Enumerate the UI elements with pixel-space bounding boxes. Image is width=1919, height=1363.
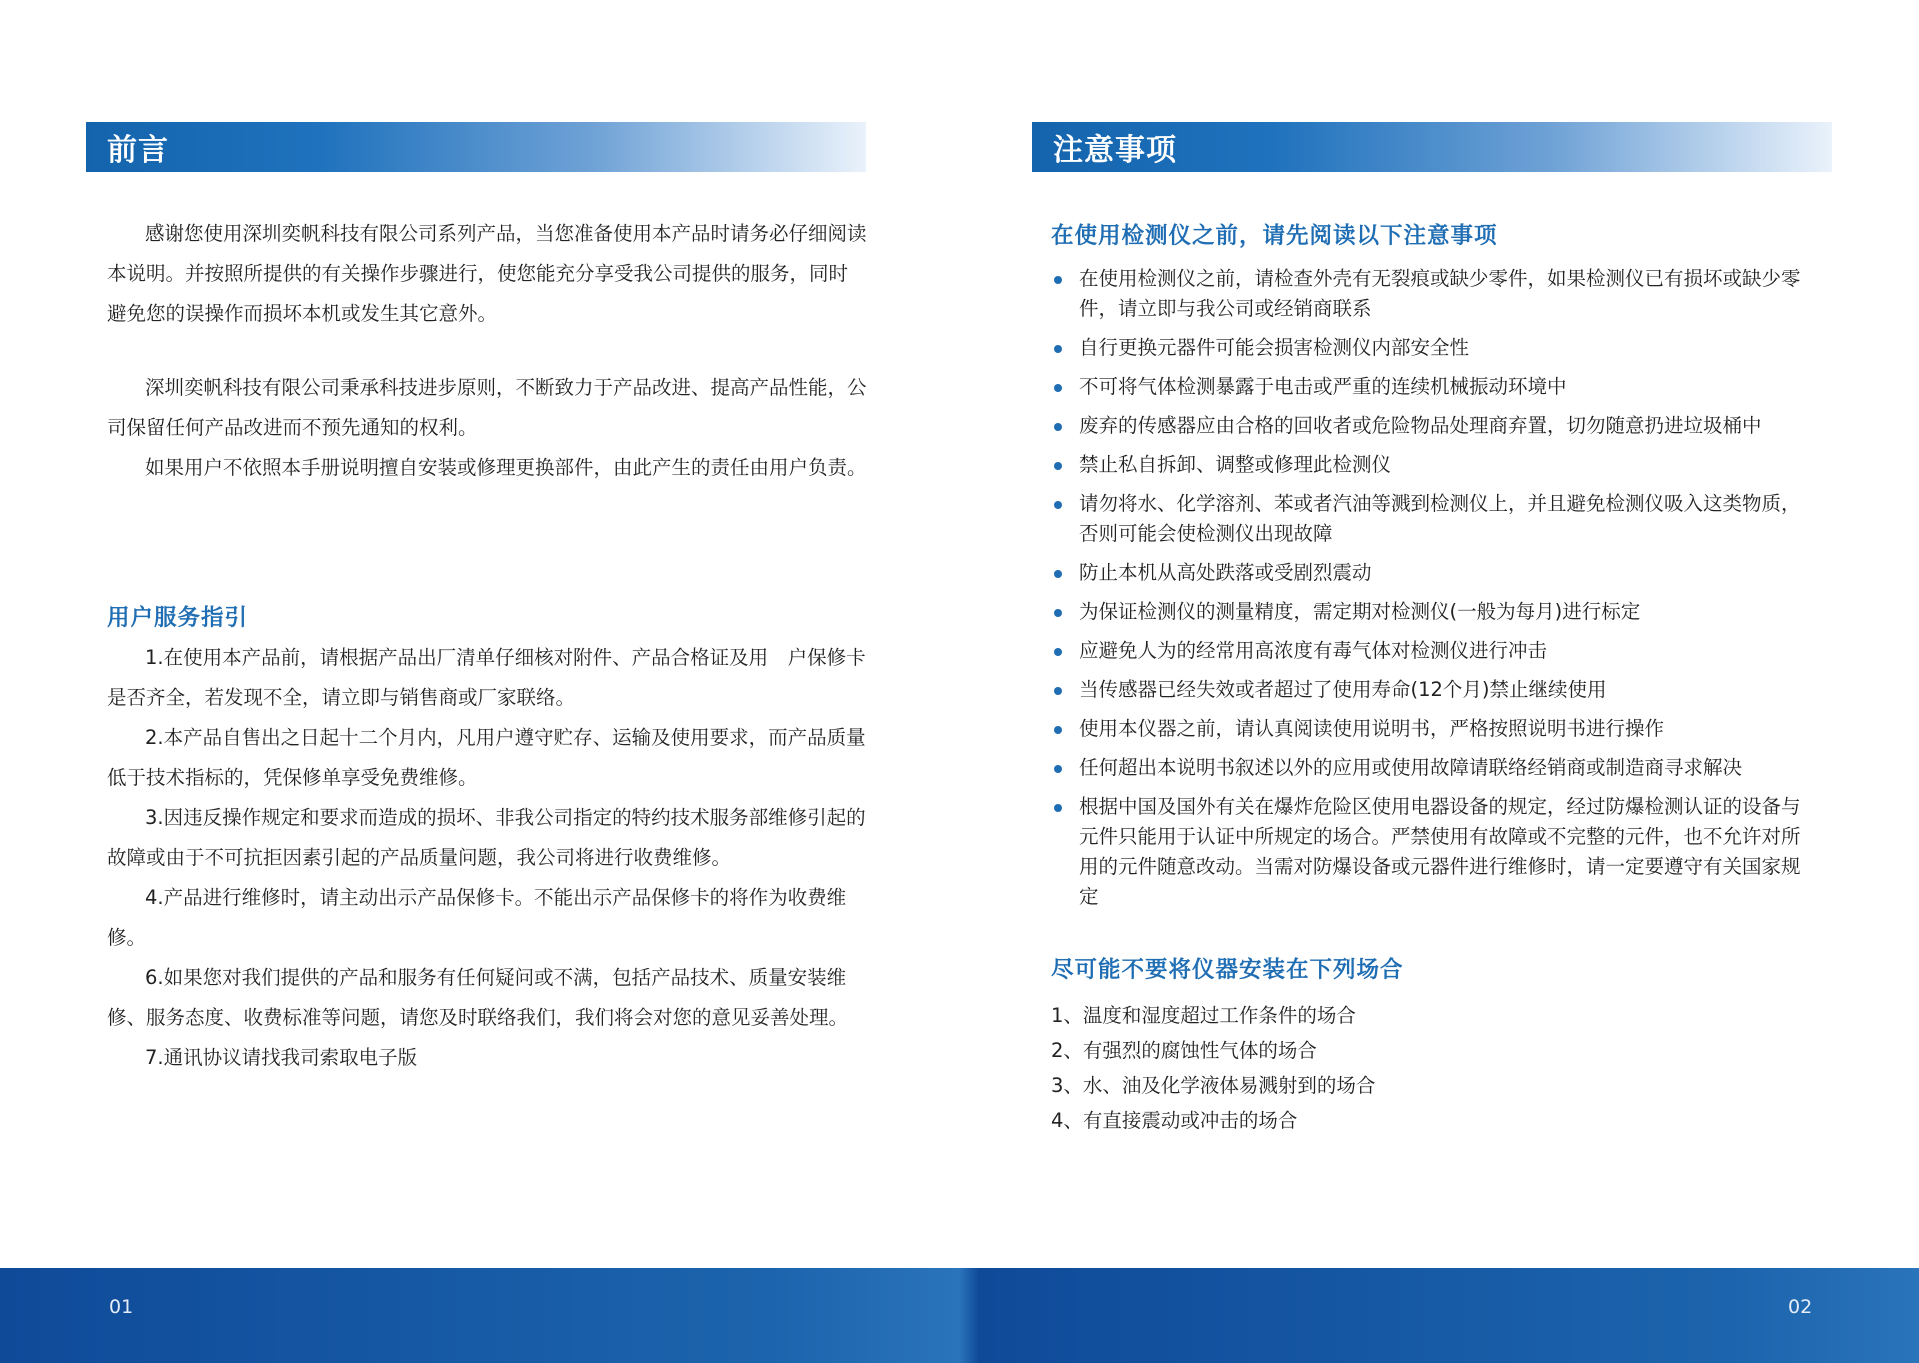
service-item: 7.通讯协议请找我司索取电子版: [145, 1046, 418, 1069]
notice-item: [1051, 489, 1811, 549]
notice-text: 任何超出本说明书叙述以外的应用或使用故障请联络经销商或制造商寻求解决: [1079, 756, 1743, 779]
right-page: [960, 0, 1919, 1363]
bullet-dot-icon: [1054, 570, 1062, 578]
notice-text: 自行更换元器件可能会损害检测仪内部安全性: [1079, 336, 1470, 359]
notice-text: 防止本机从高处跌落或受剧烈震动: [1079, 561, 1372, 584]
notices-title-bar: [1032, 122, 1832, 172]
notice-text: 请勿将水、化学溶剂、苯或者汽油等溅到检测仪上，并且避免检测仪吸入这类物质，否则可能会使检测仪出现故障: [1079, 492, 1801, 545]
place-item: 3、水、油及化学液体易溅射到的场合: [1051, 1074, 1376, 1097]
bullet-dot-icon: [1054, 726, 1062, 734]
notice-item: [1051, 558, 1811, 588]
preface-content: [107, 214, 867, 488]
notice-item: [1051, 753, 1811, 783]
notice-item: [1051, 264, 1811, 324]
service-item: 1.在使用本产品前，请根据产品出厂清单仔细核对附件、产品合格证及用 户保修卡是否齐全，若发现不全，请立即与销售商或厂家联络。: [107, 646, 866, 709]
notice-item: [1051, 675, 1811, 705]
bullet-dot-icon: [1054, 276, 1062, 284]
notice-item: [1051, 714, 1811, 744]
preface-paragraph: 如果用户不依照本手册说明擅自安装或修理更换部件，由此产生的责任由用户负责。: [145, 456, 867, 479]
preface-title-bar: [86, 122, 866, 172]
bullet-dot-icon: [1054, 687, 1062, 695]
notice-item: [1051, 792, 1811, 912]
notice-text: 根据中国及国外有关在爆炸危险区使用电器设备的规定，经过防爆检测认证的设备与元件只能用于认证中所规定的场合。严禁使用有故障或不完整的元件，也不允许对所用的元件随意改动。当需对防爆设备或元器件进行维修时，请一定要遵守有关国家规定: [1079, 795, 1801, 908]
notice-text: 当传感器已经失效或者超过了使用寿命(12个月)禁止继续使用: [1079, 678, 1607, 701]
page-number-right: 02: [1788, 1296, 1813, 1318]
bullet-dot-icon: [1054, 609, 1062, 617]
notice-item: [1051, 333, 1811, 363]
notice-list: [1051, 264, 1811, 912]
notice-text: 应避免人为的经常用高浓度有毒气体对检测仪进行冲击: [1079, 639, 1548, 662]
notice-text: 禁止私自拆卸、调整或修理此检测仪: [1079, 453, 1392, 476]
service-guide-list: [107, 638, 867, 1078]
notice-item: [1051, 411, 1811, 441]
bullet-dot-icon: [1054, 345, 1062, 353]
notice-text: 在使用检测仪之前，请检查外壳有无裂痕或缺少零件，如果检测仪已有损坏或缺少零件，请立即与我公司或经销商联系: [1079, 267, 1801, 320]
place-item: 1、温度和湿度超过工作条件的场合: [1051, 1004, 1356, 1027]
service-item: 2.本产品自售出之日起十二个月内，凡用户遵守贮存、运输及使用要求，而产品质量低于技术指标的，凭保修单享受免费维修。: [107, 726, 866, 789]
notice-text: 为保证检测仪的测量精度，需定期对检测仪(一般为每月)进行标定: [1079, 600, 1641, 623]
notice-item: [1051, 597, 1811, 627]
service-guide-heading: 用户服务指引: [107, 605, 249, 631]
preface-paragraph: 感谢您使用深圳奕帆科技有限公司系列产品，当您准备使用本产品时请务必仔细阅读本说明。并按照所提供的有关操作步骤进行，使您能充分享受我公司提供的服务，同时避免您的误操作而损坏本机或发生其它意外。: [107, 222, 867, 325]
notice-item: [1051, 450, 1811, 480]
notice-text: 使用本仪器之前，请认真阅读使用说明书，严格按照说明书进行操作: [1079, 717, 1665, 740]
bullet-dot-icon: [1054, 648, 1062, 656]
bullet-dot-icon: [1054, 384, 1062, 392]
notice-text: 不可将气体检测暴露于电击或严重的连续机械振动环境中: [1079, 375, 1567, 398]
bullet-dot-icon: [1054, 423, 1062, 431]
notice-item: [1051, 372, 1811, 402]
notice-item: [1051, 636, 1811, 666]
bullet-dot-icon: [1054, 765, 1062, 773]
bullet-dot-icon: [1054, 462, 1062, 470]
installation-places-list: [1051, 998, 1811, 1138]
service-item: 4.产品进行维修时，请主动出示产品保修卡。不能出示产品保修卡的将作为收费维修。: [107, 886, 847, 949]
notice-heading: 在使用检测仪之前，请先阅读以下注意事项: [1051, 223, 1498, 249]
place-item: 2、有强烈的腐蚀性气体的场合: [1051, 1039, 1317, 1062]
place-item: 4、有直接震动或冲击的场合: [1051, 1109, 1298, 1132]
notices-content: [1051, 218, 1811, 1138]
installation-places-heading: 尽可能不要将仪器安装在下列场合: [1051, 957, 1404, 983]
footer-bar: [0, 1268, 1919, 1363]
bullet-dot-icon: [1054, 501, 1062, 509]
service-item: 6.如果您对我们提供的产品和服务有任何疑问或不满，包括产品技术、质量安装维修、服务态度、收费标准等问题，请您及时联络我们，我们将会对您的意见妥善处理。: [107, 966, 849, 1029]
notice-text: 废弃的传感器应由合格的回收者或危险物品处理商弃置，切勿随意扔进垃圾桶中: [1079, 414, 1762, 437]
page-number-left: 01: [109, 1296, 134, 1318]
service-item: 3.因违反操作规定和要求而造成的损坏、非我公司指定的特约技术服务部维修引起的故障或由于不可抗拒因素引起的产品质量问题，我公司将进行收费维修。: [107, 806, 866, 869]
bullet-dot-icon: [1054, 804, 1062, 812]
preface-paragraph: 深圳奕帆科技有限公司秉承科技进步原则，不断致力于产品改进、提高产品性能，公司保留任何产品改进而不预先通知的权利。: [107, 376, 867, 439]
preface-title: 前言: [107, 133, 169, 168]
notices-title: 注意事项: [1053, 133, 1177, 168]
